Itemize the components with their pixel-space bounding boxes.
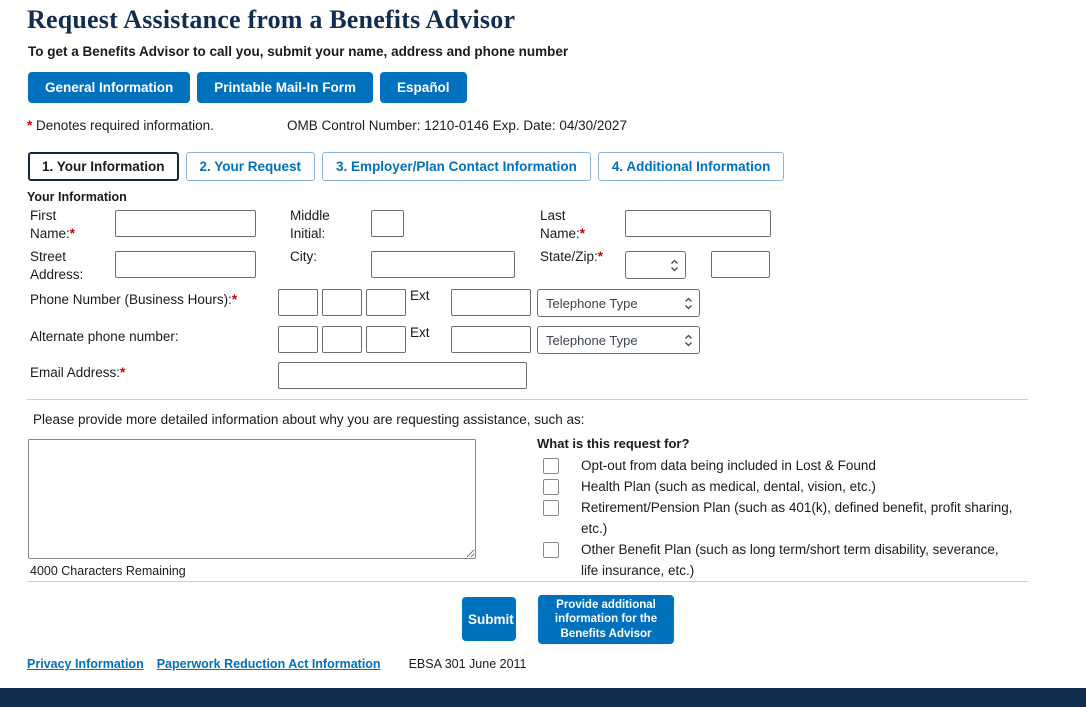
submit-actions-row [27,582,1028,644]
privacy-information-link[interactable]: Privacy Information [27,657,144,671]
your-information-form [27,204,1028,400]
street-address-input[interactable] [115,251,256,278]
phone-line-input[interactable] [366,289,406,316]
page [0,5,1086,671]
other-benefit-plan-label: Other Benefit Plan (such as long term/short term disability, severance, life insurance, etc.) [581,542,999,578]
email-address-label: Email Address:* [30,365,126,380]
phone-prefix-input[interactable] [322,289,362,316]
last-name-label: Last Name:* [540,208,586,242]
provide-additional-information-button[interactable]: Provide additional information for the Benefits Advisor [538,595,674,644]
submit-button[interactable]: Submit [462,597,516,641]
details-textarea[interactable] [28,439,476,559]
street-address-label: Street Address: [30,249,84,283]
alternate-phone-label: Alternate phone number: [30,329,179,344]
purpose-option-row [537,497,1019,539]
phone-telephone-type-value: Telephone Type [546,295,638,311]
details-prompt: Please provide more detailed information about why you are requesting assistance, such as: [33,412,585,427]
alt-phone-prefix-input[interactable] [322,326,362,353]
page-title: Request Assistance from a Benefits Advisor [27,5,516,34]
select-arrows-icon [684,333,693,348]
city-label: City: [290,249,317,264]
opt-out-checkbox[interactable] [543,458,559,474]
alt-phone-ext-input[interactable] [451,326,531,353]
purpose-title: What is this request for? [537,436,690,451]
paperwork-reduction-act-link[interactable]: Paperwork Reduction Act Information [156,657,381,671]
select-arrows-icon [684,296,693,311]
note-row [27,118,1086,133]
health-plan-label: Health Plan (such as medical, dental, vision, etc.) [581,479,876,494]
first-name-label: First Name:* [30,208,76,242]
alt-telephone-type-value: Telephone Type [546,332,638,348]
purpose-option-row [537,455,1019,476]
middle-initial-input[interactable] [371,210,404,237]
select-arrows-icon [670,258,679,273]
required-note: * Denotes required information. [27,118,214,133]
opt-out-label: Opt-out from data being included in Lost & Found [581,458,876,473]
ebsa-reference: EBSA 301 June 2011 [408,657,527,671]
footer-bar [0,688,1086,707]
request-details-section [27,400,1028,582]
phone-ext-input[interactable] [451,289,531,316]
tab-additional-information[interactable]: 4. Additional Information [598,152,785,181]
footer-links [27,657,1086,671]
section-title: Your Information [27,190,127,204]
printable-mail-in-form-button[interactable]: Printable Mail-In Form [197,72,373,103]
email-address-input[interactable] [278,362,527,389]
required-asterisk: * [597,249,604,264]
required-asterisk: * [231,292,238,307]
required-asterisk: * [69,226,76,242]
tab-your-information[interactable]: 1. Your Information [28,152,179,181]
purpose-option-row [537,476,1019,497]
alt-telephone-type-select[interactable] [537,326,700,354]
state-select[interactable] [625,251,686,279]
required-asterisk: * [27,118,33,133]
first-name-input[interactable] [115,210,256,237]
middle-initial-label: Middle Initial: [290,208,330,242]
alt-phone-ext-label: Ext [410,325,430,340]
omb-text: OMB Control Number: 1210-0146 Exp. Date: 04/30/2027 [287,118,627,133]
state-zip-label: State/Zip:* [540,249,604,264]
step-tabs [28,152,1086,181]
page-subtitle: To get a Benefits Advisor to call you, submit your name, address and phone number [28,44,569,59]
health-plan-checkbox[interactable] [543,479,559,495]
top-button-row [28,72,1086,103]
retirement-pension-plan-checkbox[interactable] [543,500,559,516]
other-benefit-plan-checkbox[interactable] [543,542,559,558]
phone-ext-label: Ext [410,288,430,303]
zip-input[interactable] [711,251,770,278]
tab-employer-plan-contact-information[interactable]: 3. Employer/Plan Contact Information [322,152,591,181]
phone-area-code-input[interactable] [278,289,318,316]
city-input[interactable] [371,251,515,278]
required-asterisk: * [579,226,586,242]
phone-telephone-type-select[interactable] [537,289,700,317]
alt-phone-area-code-input[interactable] [278,326,318,353]
tab-your-request[interactable]: 2. Your Request [186,152,316,181]
required-asterisk: * [120,365,126,380]
request-purpose-group [537,436,1019,581]
phone-number-label: Phone Number (Business Hours):* [30,292,238,307]
last-name-input[interactable] [625,210,771,237]
alt-phone-line-input[interactable] [366,326,406,353]
espanol-button[interactable]: Español [380,72,467,103]
general-information-button[interactable]: General Information [28,72,190,103]
retirement-pension-plan-label: Retirement/Pension Plan (such as 401(k), defined benefit, profit sharing, etc.) [581,500,1013,536]
characters-remaining: 4000 Characters Remaining [30,564,186,578]
purpose-option-row [537,539,1019,581]
